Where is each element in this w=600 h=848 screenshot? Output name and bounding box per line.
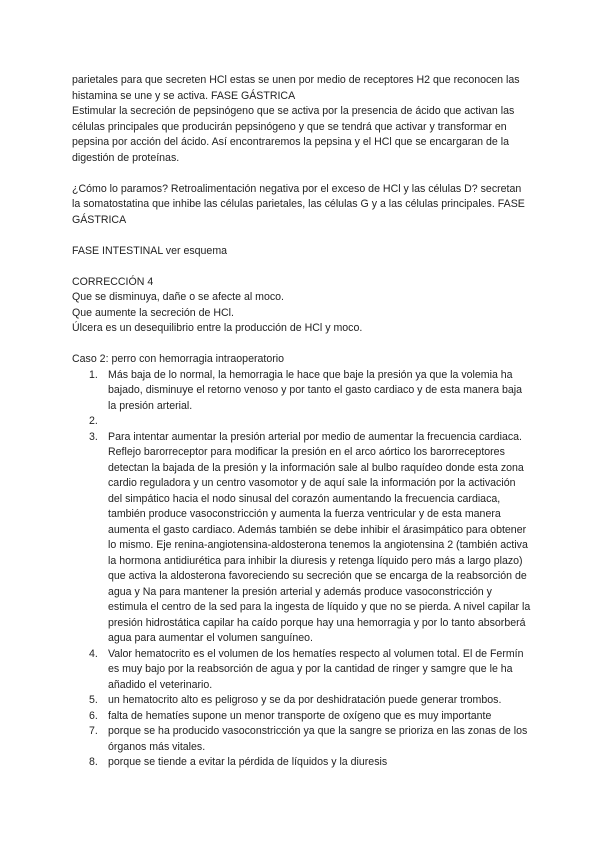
list-number: 2. [89, 415, 98, 427]
list-number: 6. [89, 709, 98, 722]
list-item [72, 709, 532, 725]
list-number: 8. [89, 756, 98, 768]
list-number: 7. [89, 725, 98, 737]
list-item [72, 755, 532, 771]
list-text: Para intentar aumentar la presión arterial por medio de aumentar la frecuencia cardiaca. Reflejo barorreceptor para modificar la presión en el arco aórtico los barorreceptores detectan la bajada de la presión y la información sale al bulbo raquídeo donde esta zona cardio reguladora y un centro vasomotor y de aquí sale la información por la activación del simpático hacia el nodo sinusal del corazón aumentando la frecuencia cardiaca, también produce vasoconstricción y aumenta la fuerza ventricular y de esta manera aumenta el gasto cardiaco. Además también se debe inhibir el árasimpático para obtener lo mismo. Eje renina-angiotensina-aldosterona tenemos la angiotensina 2 (también activa la hormona antidiurética para inhibir la diuresis y retenga líquido pero más a largo plazo) que activa la aldosterona favoreciendo su secreción que se encarga de la reabsorción de agua y Na para mantener la presión arterial y además produce vasoconstricción y estimula el centro de la sed para la ingesta de líquido y que no se pierda. A nivel capilar la presión hidrostática capilar ha caído porque hay una hemorragia y por lo tanto absorberá agua para aumentar el volumen sanguíneo. [108, 430, 531, 644]
correccion-line-1: Que se disminuya, dañe o se afecte al moco. [72, 291, 284, 303]
document-body [72, 73, 532, 771]
answer-list [72, 368, 532, 771]
list-item [72, 647, 532, 694]
correccion-title: CORRECCIÓN 4 [72, 275, 154, 288]
blank-line [72, 259, 532, 275]
blank-line [72, 228, 532, 244]
paragraph-retroalimentacion: ¿Cómo lo paramos? Retroalimentación negativa por el exceso de HCl y las células D? secretan la somatostatina que inhibe las células parietales, las células G y a las células principales. FASE GÁSTRICA [72, 182, 525, 226]
list-text: falta de hematíes supone un menor transporte de oxígeno que es muy importante [108, 709, 492, 722]
list-item [72, 693, 532, 709]
blank-line [72, 337, 532, 353]
list-number: 4. [89, 647, 98, 660]
list-item [72, 368, 532, 415]
list-text: porque se ha producido vasoconstricción ya que la sangre se prioriza en las zonas de los órganos más vitales. [108, 725, 528, 753]
list-item [72, 430, 532, 647]
list-text: porque se tiende a evitar la pérdida de líquidos y la diuresis [108, 756, 388, 768]
paragraph-fase-intestinal: FASE INTESTINAL ver esquema [72, 244, 228, 257]
list-item [72, 414, 532, 430]
paragraph-pepsinogeno: Estimular la secreción de pepsinógeno que se activa por la presencia de ácido que activan las células principales que producirán pepsinógeno y que se tendrá que activar y transformar en pepsina por acción del ácido. Así encontraremos la pepsina y el HCl que se encargaran de la digestión de proteínas. [72, 105, 515, 164]
caso-title: Caso 2: perro con hemorragia intraoperatorio [72, 353, 284, 365]
list-number: 3. [89, 430, 98, 443]
list-item [72, 724, 532, 755]
list-number: 5. [89, 694, 98, 706]
paragraph-parietales: parietales para que secreten HCl estas se unen por medio de receptores H2 que reconocen las histamina se une y se activa. FASE GÁSTRICA [72, 74, 520, 102]
list-text: Valor hematocrito es el volumen de los hematíes respecto al volumen total. El de Fermín es muy bajo por la reabsorción de agua y por la cantidad de ringer y samgre que le ha añadido el veterinario. [108, 647, 524, 691]
list-text: un hematocrito alto es peligroso y se da por deshidratación puede generar trombos. [108, 694, 502, 706]
list-text: Más baja de lo normal, la hemorragia le hace que baje la presión ya que la volemia ha bajado, disminuye el retorno venoso y por tanto el gasto cardiaco y de esta manera baja la presión arterial. [108, 368, 522, 412]
list-number: 1. [89, 368, 98, 381]
blank-line [72, 166, 532, 182]
correccion-line-2: Que aumente la secreción de HCl. [72, 306, 234, 319]
correccion-line-3: Úlcera es un desequilibrio entre la producción de HCl y moco. [72, 322, 363, 334]
